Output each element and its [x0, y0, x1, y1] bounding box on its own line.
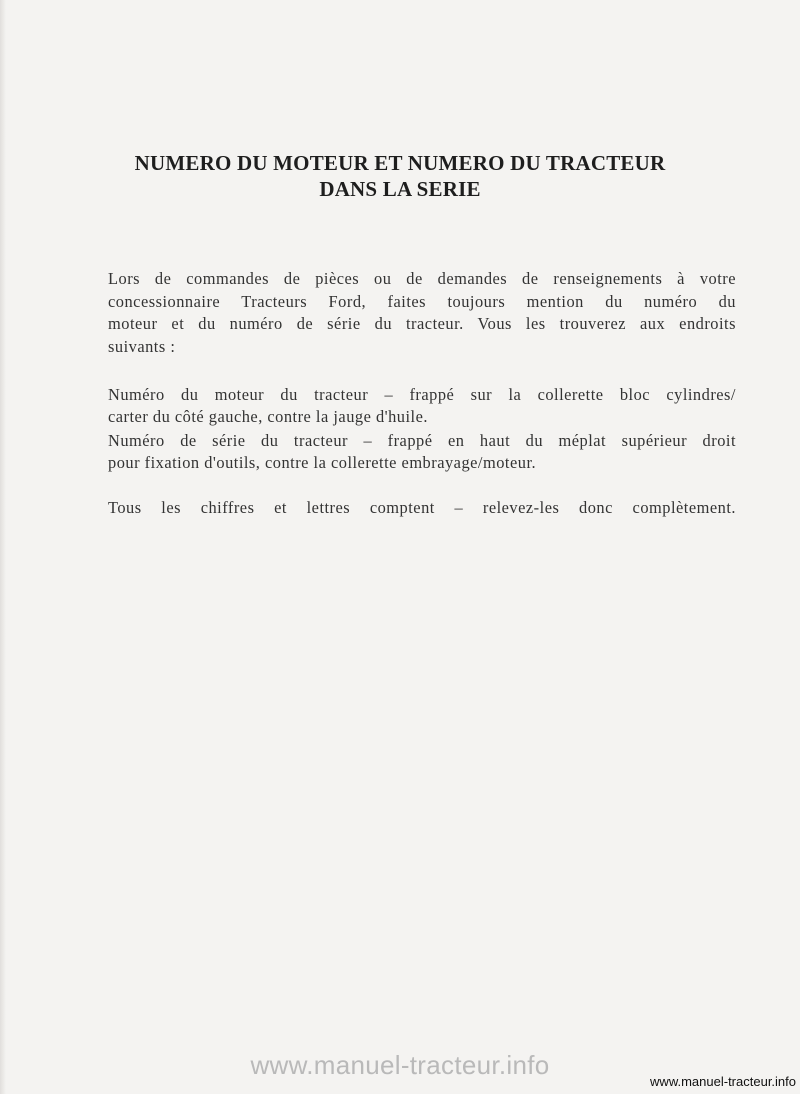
paragraph-line: Tous les chiffres et lettres comptent – relevez-les donc complètement. — [108, 498, 736, 517]
paragraph-serial-number — [108, 430, 736, 474]
paragraph-line: concessionnaire Tracteurs Ford, faites toujours mention du numéro du — [108, 291, 736, 311]
watermark-center: www.manuel-tracteur.info — [250, 1050, 550, 1080]
watermark-corner: www.manuel-tracteur.info — [650, 1074, 796, 1089]
paragraph-line: moteur et du numéro de série du tracteur. Vous les trouverez aux endroits — [108, 314, 736, 333]
paragraph-line: suivants : — [108, 336, 176, 356]
title-line-1: NUMERO DU MOTEUR ET NUMERO DU TRACTEUR — [134, 151, 666, 175]
paragraph-intro — [108, 268, 736, 358]
paragraph-engine-number — [108, 384, 736, 428]
paragraph-line: Lors de commandes de pièces ou de demandes de renseignements à votre — [108, 269, 736, 288]
paragraph-line: Numéro de série du tracteur – frappé en haut du méplat supérieur droit — [108, 431, 736, 450]
paragraph-line: carter du côté gauche, contre la jauge d'huile. — [108, 407, 428, 426]
page-title — [0, 150, 800, 202]
paragraph-line: Numéro du moteur du tracteur – frappé sur la collerette bloc cylindres/ — [108, 385, 736, 404]
title-line-2: DANS LA SERIE — [319, 177, 481, 201]
paragraph-line: pour fixation d'outils, contre la collerette embrayage/moteur. — [108, 453, 537, 472]
paragraph-note — [108, 497, 736, 519]
